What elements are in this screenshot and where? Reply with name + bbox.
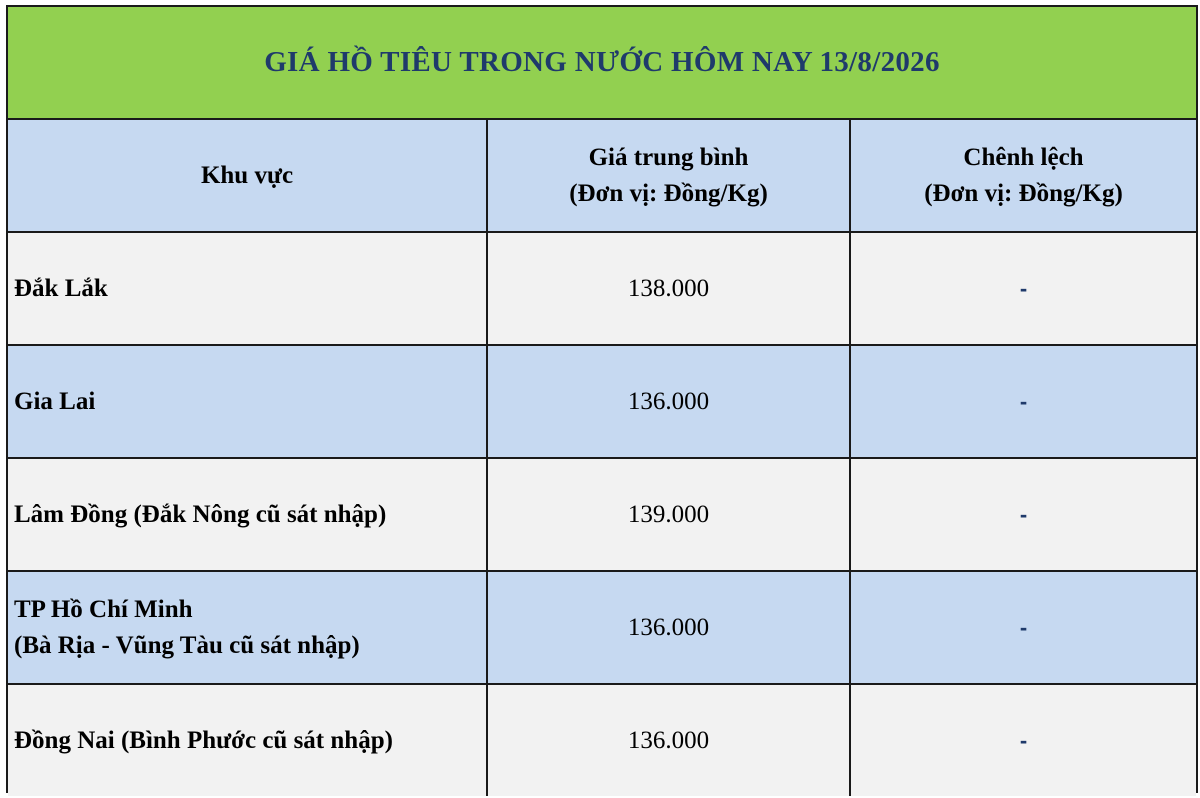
column-header-region: Khu vực xyxy=(8,120,487,232)
region-cell: Gia Lai xyxy=(8,345,487,458)
region-cell: TP Hồ Chí Minh (Bà Rịa - Vũng Tàu cũ sát nhập) xyxy=(8,571,487,684)
price-cell: 136.000 xyxy=(487,571,850,684)
column-header-price: Giá trung bình (Đơn vị: Đồng/Kg) xyxy=(487,120,850,232)
price-cell: 138.000 xyxy=(487,232,850,345)
price-table-sheet xyxy=(6,5,1198,793)
price-cell: 136.000 xyxy=(487,345,850,458)
diff-cell: - xyxy=(850,458,1196,571)
diff-cell: - xyxy=(850,232,1196,345)
price-table xyxy=(8,120,1196,796)
diff-cell: - xyxy=(850,571,1196,684)
title-row xyxy=(8,7,1196,120)
price-cell: 136.000 xyxy=(487,684,850,796)
page-title: GIÁ HỒ TIÊU TRONG NƯỚC HÔM NAY 13/8/2026 xyxy=(264,46,940,78)
column-header-diff: Chênh lệch (Đơn vị: Đồng/Kg) xyxy=(850,120,1196,232)
table-row xyxy=(8,458,1196,571)
region-cell: Đồng Nai (Bình Phước cũ sát nhập) xyxy=(8,684,487,796)
region-cell: Đắk Lắk xyxy=(8,232,487,345)
table-row xyxy=(8,345,1196,458)
price-cell: 139.000 xyxy=(487,458,850,571)
table-row xyxy=(8,684,1196,796)
table-row xyxy=(8,232,1196,345)
region-cell: Lâm Đồng (Đắk Nông cũ sát nhập) xyxy=(8,458,487,571)
table-row xyxy=(8,571,1196,684)
table-header-row xyxy=(8,120,1196,232)
diff-cell: - xyxy=(850,684,1196,796)
diff-cell: - xyxy=(850,345,1196,458)
